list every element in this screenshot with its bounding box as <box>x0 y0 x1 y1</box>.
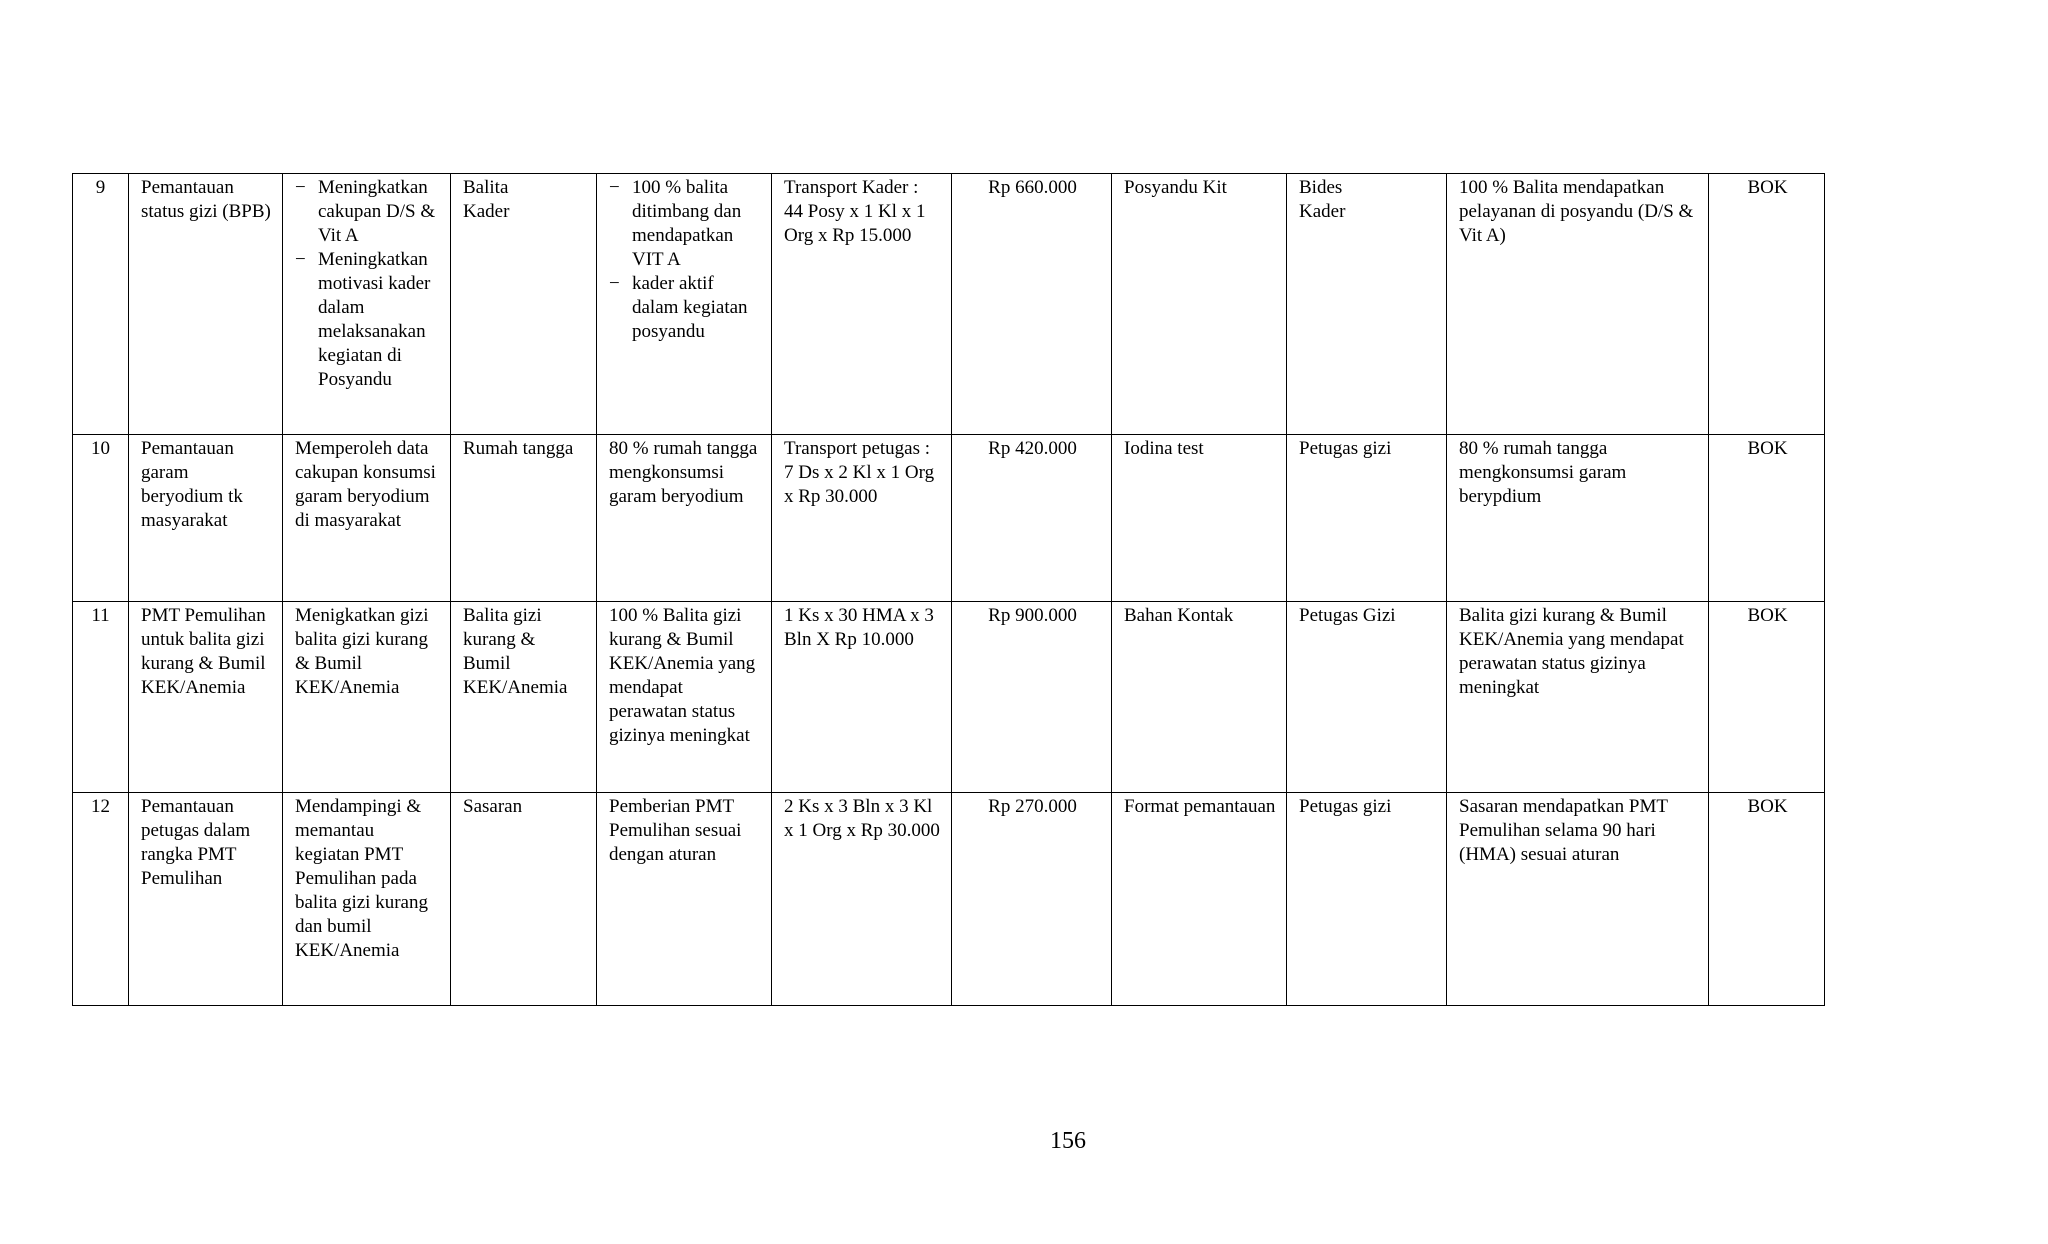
row-number: 9 <box>73 174 129 435</box>
table-row <box>73 435 1825 602</box>
cost-cell: Rp 660.000 <box>952 174 1112 435</box>
target-cell: Pemberian PMT Pemulihan sesuai dengan aturan <box>597 793 772 1006</box>
row-number: 10 <box>73 435 129 602</box>
row-number: 11 <box>73 602 129 793</box>
page-number: 156 <box>1050 1128 1086 1154</box>
cost-detail-cell: 2 Ks x 3 Bln x 3 Kl x 1 Org x Rp 30.000 <box>772 793 952 1006</box>
fund-source-cell: BOK <box>1709 435 1825 602</box>
objective-item: − Meningkatkan motivasi kader dalam melaksanakan kegiatan di Posyandu <box>295 248 440 392</box>
executor-line: Bides <box>1299 177 1343 198</box>
executor-cell: Petugas Gizi <box>1287 602 1447 793</box>
target-group-cell: Balita gizi kurang & Bumil KEK/Anemia <box>451 602 597 793</box>
activity-table <box>72 173 1825 1006</box>
target-group-line: Balita <box>463 177 509 198</box>
cost-detail-cell: 1 Ks x 30 HMA x 3 Bln X Rp 10.000 <box>772 602 952 793</box>
row-number: 12 <box>73 793 129 1006</box>
cost-cell: Rp 420.000 <box>952 435 1112 602</box>
resource-cell: Format pemantauan <box>1112 793 1287 1006</box>
indicator-cell: 100 % Balita mendapatkan pelayanan di posyandu (D/S & Vit A) <box>1447 174 1709 435</box>
executor-cell: Petugas gizi <box>1287 435 1447 602</box>
objective-cell: Memperoleh data cakupan konsumsi garam beryodium di masyarakat <box>283 435 451 602</box>
objective-cell <box>283 174 451 435</box>
target-group-cell: Sasaran <box>451 793 597 1006</box>
table-row <box>73 602 1825 793</box>
fund-source-cell: BOK <box>1709 174 1825 435</box>
objective-cell: Menigkatkan gizi balita gizi kurang & Bumil KEK/Anemia <box>283 602 451 793</box>
objective-cell: Mendampingi & memantau kegiatan PMT Pemulihan pada balita gizi kurang dan bumil KEK/Anemia <box>283 793 451 1006</box>
indicator-cell: Sasaran mendapatkan PMT Pemulihan selama 90 hari (HMA) sesuai aturan <box>1447 793 1709 1006</box>
fund-source-cell: BOK <box>1709 793 1825 1006</box>
indicator-cell: 80 % rumah tangga mengkonsumsi garam berypdium <box>1447 435 1709 602</box>
indicator-cell: Balita gizi kurang & Bumil KEK/Anemia yang mendapat perawatan status gizinya meningkat <box>1447 602 1709 793</box>
target-cell: 100 % Balita gizi kurang & Bumil KEK/Anemia yang mendapat perawatan status gizinya meningkat <box>597 602 772 793</box>
target-cell <box>597 174 772 435</box>
target-group-cell: Rumah tangga <box>451 435 597 602</box>
cost-cell: Rp 900.000 <box>952 602 1112 793</box>
fund-source-cell: BOK <box>1709 602 1825 793</box>
cost-cell: Rp 270.000 <box>952 793 1112 1006</box>
resource-cell: Iodina test <box>1112 435 1287 602</box>
activity-cell: PMT Pemulihan untuk balita gizi kurang & Bumil KEK/Anemia <box>129 602 283 793</box>
executor-line: Kader <box>1299 201 1346 222</box>
resource-cell: Bahan Kontak <box>1112 602 1287 793</box>
target-group-line: Kader <box>463 201 510 222</box>
target-cell: 80 % rumah tangga mengkonsumsi garam beryodium <box>597 435 772 602</box>
table-row <box>73 174 1825 435</box>
target-item: − kader aktif dalam kegiatan posyandu <box>609 272 761 344</box>
activity-cell: Pemantauan petugas dalam rangka PMT Pemulihan <box>129 793 283 1006</box>
objective-item: − Meningkatkan cakupan D/S & Vit A <box>295 176 440 248</box>
table-row <box>73 793 1825 1006</box>
target-item: − 100 % balita ditimbang dan mendapatkan VIT A <box>609 176 761 272</box>
executor-cell <box>1287 174 1447 435</box>
activity-cell: Pemantauan status gizi (BPB) <box>129 174 283 435</box>
cost-detail-cell: Transport petugas : 7 Ds x 2 Kl x 1 Org x Rp 30.000 <box>772 435 952 602</box>
target-group-cell <box>451 174 597 435</box>
cost-detail-cell: Transport Kader : 44 Posy x 1 Kl x 1 Org x Rp 15.000 <box>772 174 952 435</box>
activity-cell: Pemantauan garam beryodium tk masyarakat <box>129 435 283 602</box>
executor-cell: Petugas gizi <box>1287 793 1447 1006</box>
resource-cell: Posyandu Kit <box>1112 174 1287 435</box>
